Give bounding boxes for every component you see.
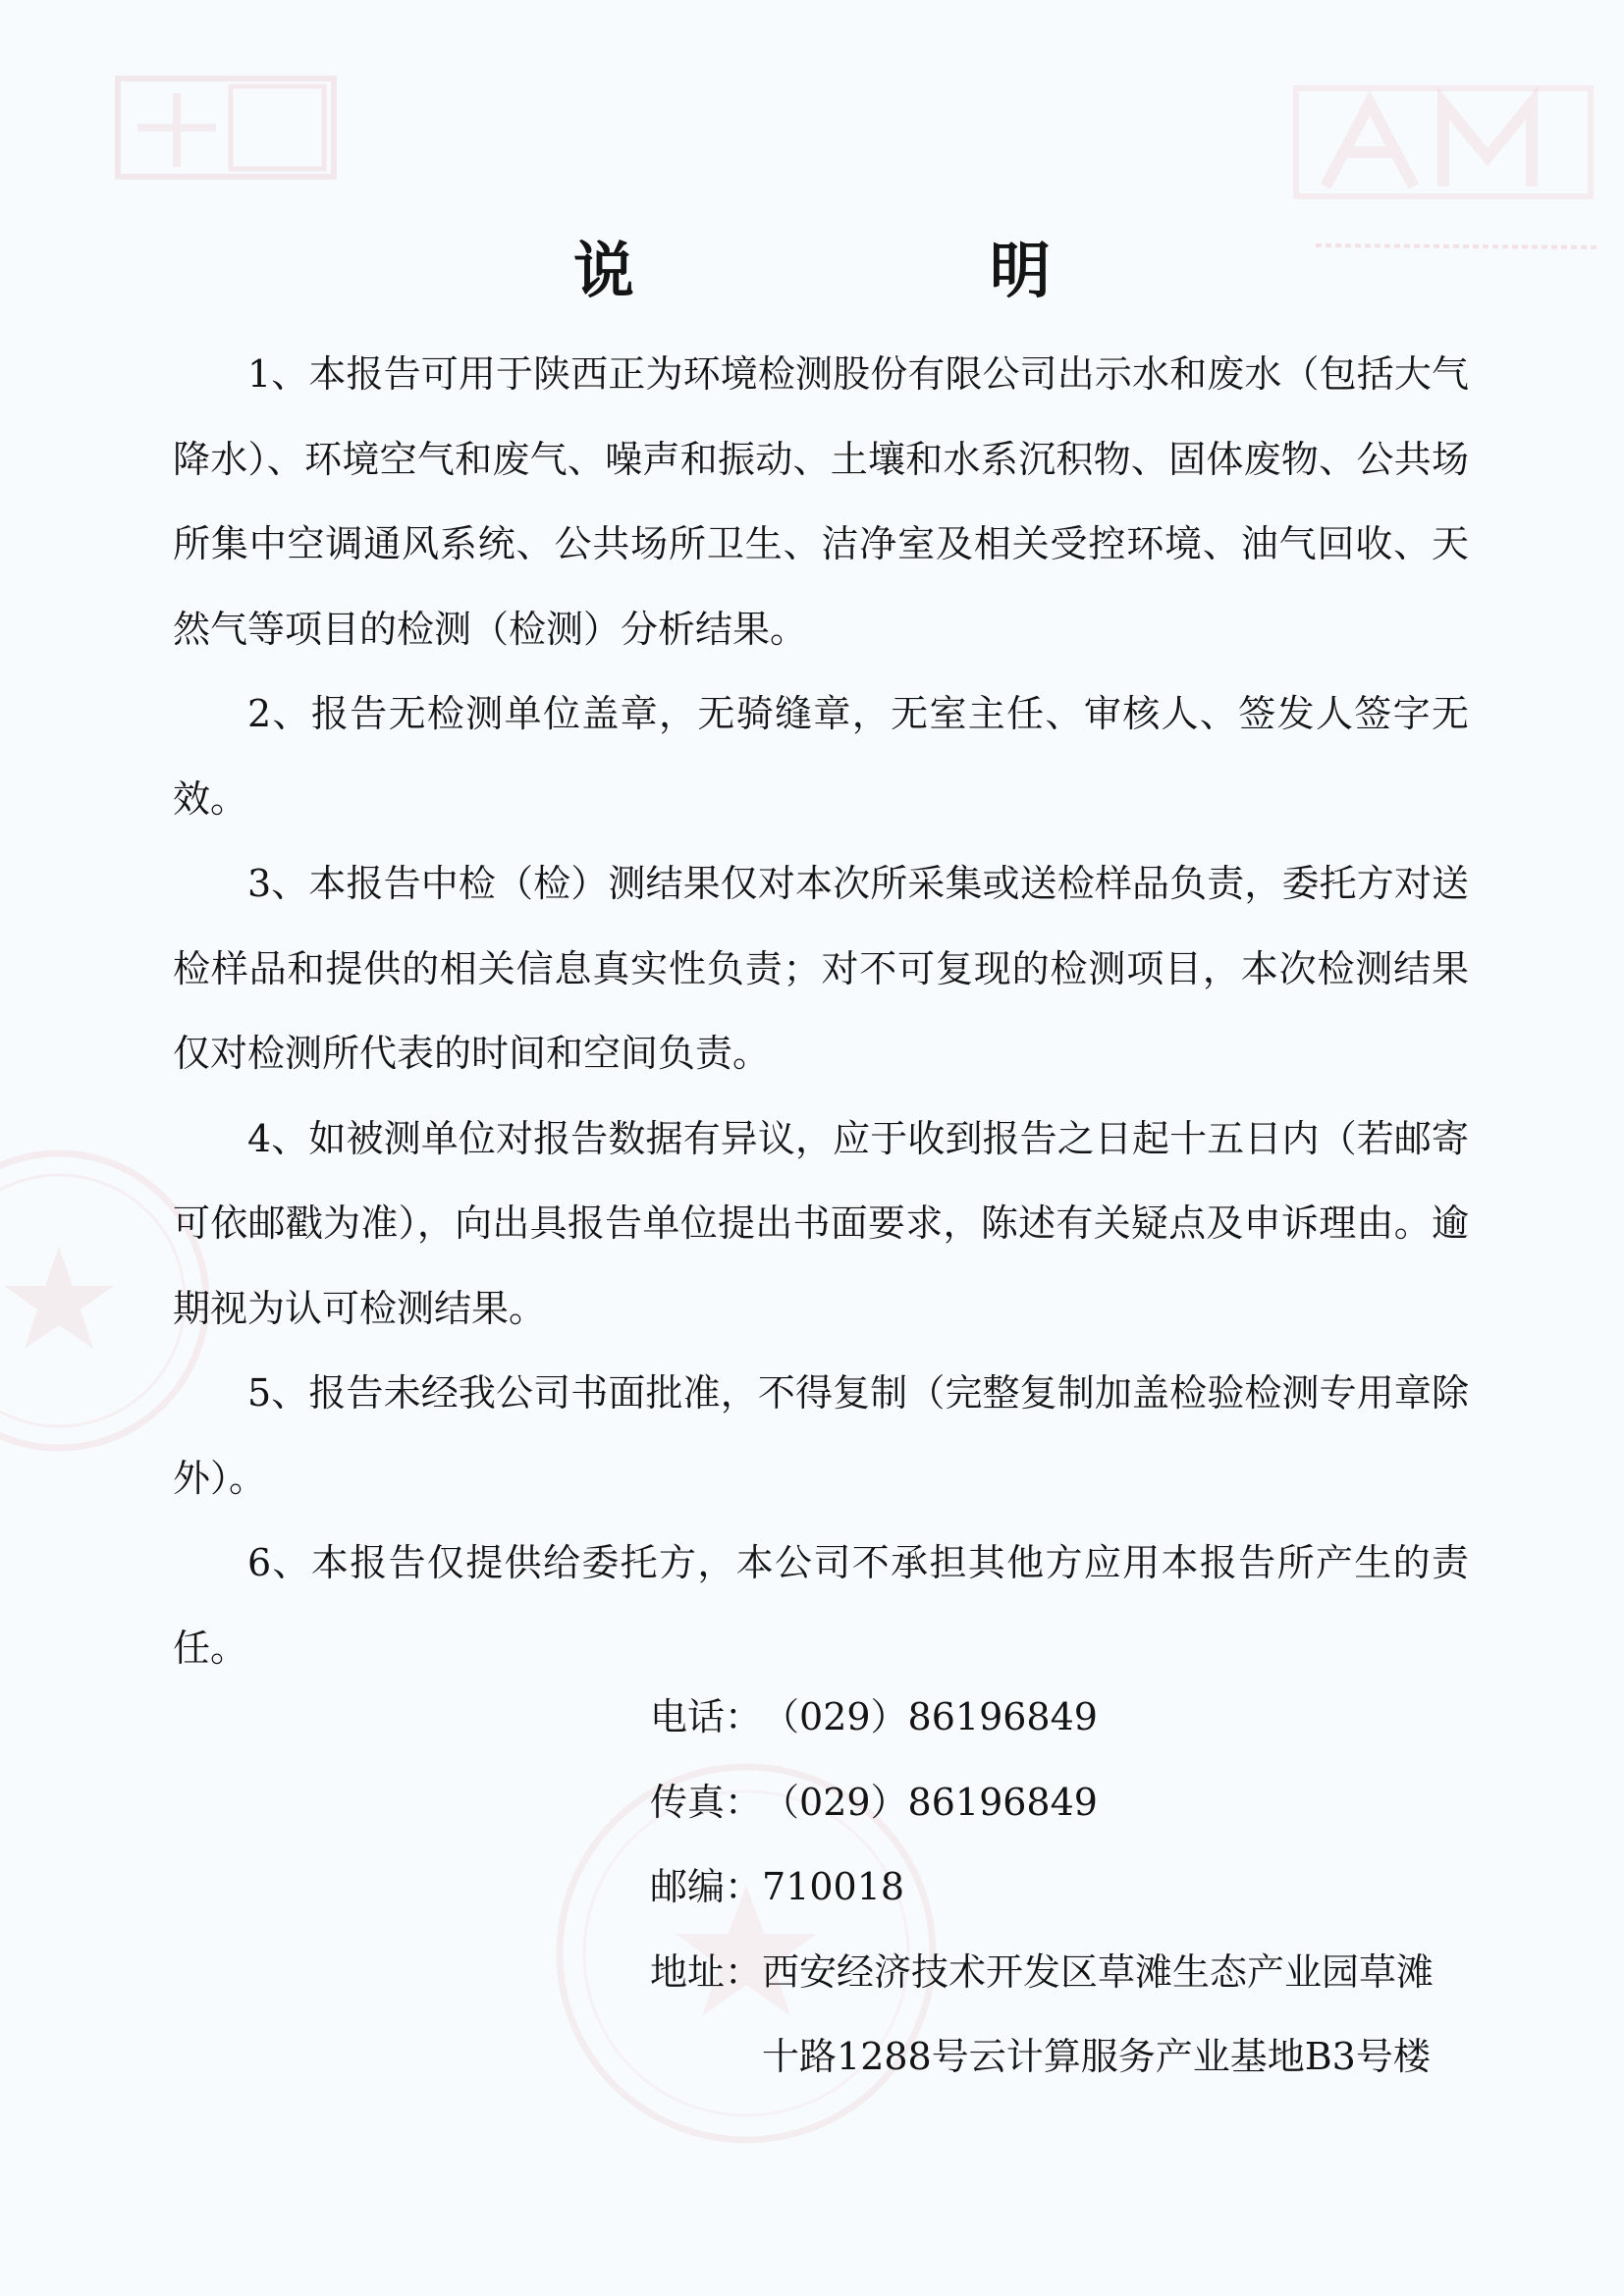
statement-body [173,332,1469,1690]
phone-value: （029）86196849 [762,1695,1098,1738]
phone-label: 电话： [650,1695,763,1738]
faint-seal-mark-icon [108,69,344,187]
phone-row [650,1675,1475,1760]
statement-paragraph-3: 3、本报告中检（检）测结果仅对本次所采集或送检样品负责，委托方对送检样品和提供的相关信息真实性负责；对不可复现的检测项目，本次检测结果仅对检测所代表的时间和空间负责。 [173,862,1469,1075]
statement-paragraph-4: 4、如被测单位对报告数据有异议，应于收到报告之日起十五日内（若邮寄可依邮戳为准），向出具报告单位提出书面要求，陈述有关疑点及申诉理由。逾期视为认可检测结果。 [173,1116,1469,1330]
statement-paragraph-1: 1、本报告可用于陕西正为环境检测股份有限公司出示水和废水（包括大气降水）、环境空气和废气、噪声和振动、土壤和水系沉积物、固体废物、公共场所集中空调通风系统、公共场所卫生、洁净室及相关受控环境、油气回收、天然气等项目的检测（检测）分析结果。 [173,352,1469,651]
address-value: 西安经济技术开发区草滩生态产业园草滩十路1288号云计算服务产业基地B3号楼 [762,1949,1435,2078]
fax-label: 传真： [650,1780,763,1824]
address-row [650,1930,1475,2100]
fax-row [650,1760,1475,1845]
page-title: 说 明 [572,235,1198,306]
fax-value: （029）86196849 [762,1780,1098,1824]
postcode-label: 邮编： [650,1865,763,1908]
postcode-row [650,1844,1475,1930]
statement-paragraph-6: 6、本报告仅提供给委托方，本公司不承担其他方应用本报告所产生的责任。 [173,1541,1469,1670]
statement-paragraph-2: 2、报告无检测单位盖章，无骑缝章，无室主任、审核人、签发人签字无效。 [173,692,1469,821]
postcode-value: 710018 [762,1865,905,1908]
contact-block [650,1675,1475,2100]
address-label: 地址： [650,1949,763,1994]
statement-paragraph-5: 5、报告未经我公司书面批准，不得复制（完整复制加盖检验检测专用章除外）。 [173,1371,1469,1500]
